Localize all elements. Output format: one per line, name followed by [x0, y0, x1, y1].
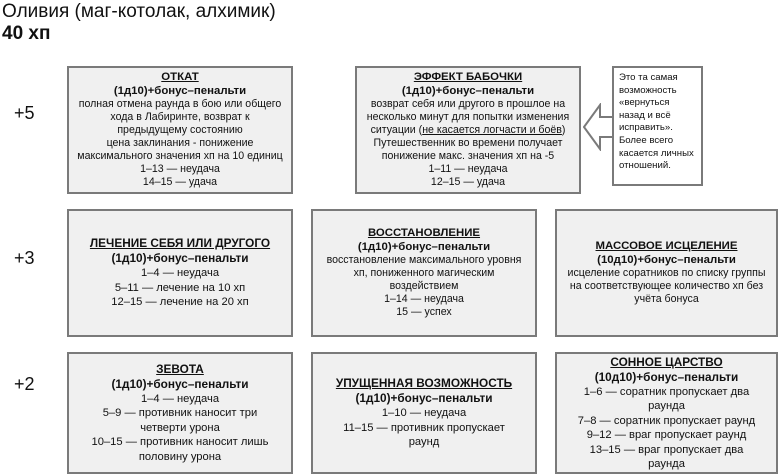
card-line: 1–14 — неудача [384, 293, 464, 305]
card-formula: (1д10)+бонус–пенальти [357, 241, 491, 253]
card-line: на соответствующее количество хп без [569, 280, 764, 292]
card-restoration [311, 209, 537, 337]
card-sleep-kingdom [555, 352, 778, 474]
card-formula: (1д10)+бонус–пенальти [401, 85, 535, 97]
card-formula: (1д10)+бонус–пенальти [111, 376, 249, 391]
card-formula: (1д10)+бонус–пенальти [111, 251, 249, 266]
tier-label-plus2: +2 [14, 374, 35, 394]
card-line: хп, пониженного магическим [353, 267, 495, 279]
card-line: предыдущему состоянию [117, 124, 243, 136]
tier-label-plus5: +5 [14, 103, 35, 123]
card-line: понижение макс. значения хп на -5 [381, 150, 555, 162]
card-yawn [67, 352, 293, 474]
card-line: 15 — успех [396, 306, 452, 318]
card-line: воздействием [389, 280, 459, 292]
card-line: раунда [648, 458, 685, 470]
card-line: 1–4 — неудача [140, 392, 220, 405]
card-title: ЗЕВОТА [156, 361, 204, 376]
card-title: ЭФФЕКТ БАБОЧКИ [413, 71, 523, 83]
card-line: 11–15 — противник пропускает [343, 421, 505, 434]
card-line: 7–8 — соратник пропускает раунд [577, 414, 756, 427]
situation-exception: не касается логчасти и боёв [422, 124, 562, 136]
card-line: исцеление соратников по списку группы [567, 267, 766, 279]
card-line: 5–11 — лечение на 10 хп [114, 281, 246, 294]
card-line: полная отмена раунда в бою или общего [78, 98, 282, 110]
situation-suffix: ) [561, 124, 566, 136]
card-line: раунд [408, 436, 440, 449]
card-otkat [67, 66, 293, 194]
card-line: четверти урона [140, 421, 220, 434]
callout-note: Это та самая возможность «вернуться назад и всё исправить». Более всего касается личных отношений. [612, 66, 703, 186]
card-line: 14–15 — удача [142, 176, 218, 188]
card-line: учёта бонуса [634, 293, 699, 305]
card-line: 12–15 — лечение на 20 хп [111, 296, 249, 309]
card-formula: (10д10)+бонус–пенальти [594, 369, 739, 384]
card-line: 12–15 — удача [430, 176, 506, 188]
card-line: 9–12 — враг пропускает раунд [586, 429, 747, 441]
card-butterfly-effect [355, 66, 581, 194]
card-formula: (1д10)+бонус–пенальти [355, 391, 493, 406]
card-missed-opportunity [311, 352, 537, 474]
card-title: МАССОВОЕ ИСЦЕЛЕНИЕ [595, 240, 738, 252]
card-line: 13–15 — враг пропускает два [589, 443, 744, 456]
hit-points: 40 хп [2, 23, 51, 44]
card-line: половину урона [138, 450, 222, 463]
card-title: ЛЕЧЕНИЕ СЕБЯ ИЛИ ДРУГОГО [89, 236, 271, 251]
card-mass-healing [555, 209, 778, 337]
card-line: 10–15 — противник наносит лишь [91, 436, 269, 449]
card-line: 1–10 — неудача [381, 407, 467, 420]
card-title: ВОССТАНОВЛЕНИЕ [367, 227, 481, 239]
card-line: 1–6 — соратник пропускает два [583, 385, 750, 398]
character-name: Оливия (маг-котолак, алхимик) [2, 1, 276, 22]
card-formula: (10д10)+бонус–пенальти [597, 254, 736, 266]
card-line: Путешественник во времени получает [373, 137, 563, 149]
card-line: раунда [648, 400, 685, 412]
situation-prefix: ситуации ( [370, 124, 423, 136]
card-line: 1–4 — неудача [140, 267, 220, 280]
card-line: цена заклинания - понижение [106, 137, 254, 149]
card-line: несколько минут для попытки изменения [366, 111, 570, 123]
card-line: возврат себя или другого в прошлое на [370, 98, 566, 110]
tier-label-plus3: +3 [14, 248, 35, 268]
card-heal-self-or-other [67, 209, 293, 337]
card-title: ОТКАТ [161, 71, 199, 83]
card-title: УПУЩЕННАЯ ВОЗМОЖНОСТЬ [335, 376, 513, 391]
card-formula: (1д10)+бонус–пенальти [113, 85, 247, 97]
card-line: 1–13 — неудача [140, 163, 220, 175]
card-line: 5–9 — противник наносит три [102, 407, 258, 420]
card-title: СОННОЕ ЦАРСТВО [610, 354, 723, 369]
card-line: максимального значения хп на 10 единиц [77, 150, 283, 162]
card-line: 1–11 — неудача [428, 163, 508, 175]
card-line-situation [371, 124, 566, 137]
card-line: хода в Лабиринте, возврат к [110, 111, 250, 123]
card-line: восстановление максимального уровня [326, 254, 522, 266]
